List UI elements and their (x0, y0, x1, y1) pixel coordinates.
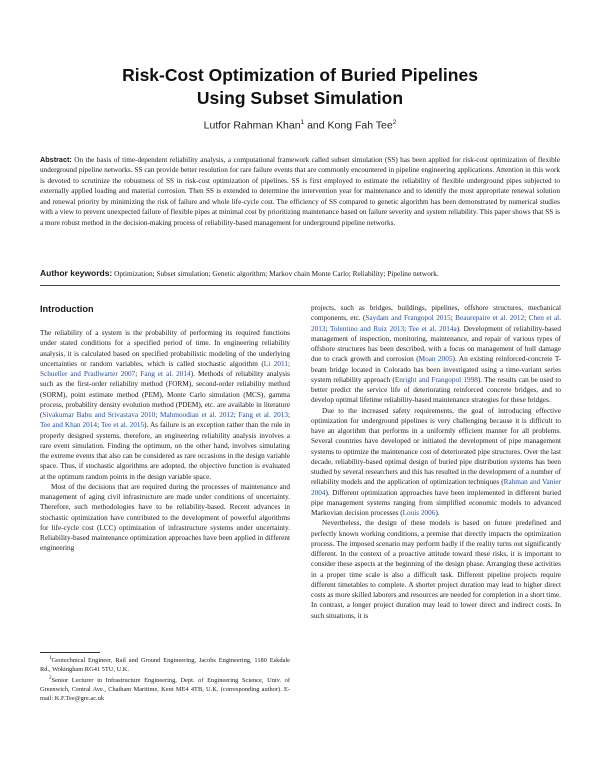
keywords-label: Author keywords: (40, 268, 113, 278)
text-run: ). The results can be used to better predict the service life of deteriorating reinforced concrete bridges, and to develop optimal lifetime reliability-based maintenance strategies for these bridges. (311, 375, 561, 405)
right-paragraph-2 (311, 406, 561, 519)
abstract (40, 155, 560, 228)
text-run: The reliability of a system is the probability of performing its required functions under stated conditions for a specified period of time. In engineering reliability analysis, it is calculated based on specified probabilistic modeling of the underlying uncertainties or random variables, which is called stochastic algorithm ( (40, 329, 290, 368)
citation-link[interactable]: Tee et al. 2014a (408, 324, 457, 333)
text-run: ; (404, 324, 409, 333)
left-column (40, 304, 290, 554)
right-paragraph-1 (311, 303, 561, 406)
keywords-text: Optimization; Subset simulation; Genetic algorithm; Markov chain Monte Carlo; Reliability; Pipeline network. (112, 269, 439, 278)
citation-link[interactable]: Moan 2005 (418, 355, 453, 364)
text-run: ; (287, 359, 290, 368)
right-paragraph-3: Nevertheless, the design of these models is based on future predefined and perfectly known working conditions, a premise that directly impacts the optimization process. The imposed scenario may perform badly if the reality turns out significantly different. In the context of a proactive attitude toward these risks, it is important to consider these aspects at the beginning of the design phase. Arranging these activities in a proper time scale is also a difficult task. Different pipeline projects require different timetables to complete. A shorter project duration may lead to higher direct costs as more skilled laborers and resources are needed for completion in a short time. In contrast, a longer project duration may lead to lower direct and indirect costs. In such situations, it is (311, 519, 561, 620)
abstract-text: On the basis of time-dependent reliability analysis, a computational framework called subset simulation (SS) has been applied for risk-cost optimization of flexible underground pipeline networks. SS can provide better resolution for rare failure events that are commonly encountered in pipeline engineering applications. Attention in this work is devoted to scrutinize the robustness of SS in risk-cost optimization of pipelines. SS is first employed to estimate the reliability of flexible underground pipes subjected to externally applied loading and material corrosion. Then SS is extended to determine the intervention year for maintenance and to identify the most appropriate renewal solution and renewal priority by minimizing the risk of failure and whole life-cycle cost. The efficiency of SS compared to genetic algorithm has been demonstrated by numerical studies with a view to prevent unexpected failure of flexible pipes at minimal cost by prioritizing maintenance based on failure severity and system reliability. This paper shows that SS is a more robust method in the decision-making process of reliability-based management for underground pipeline networks. (40, 156, 561, 227)
section-divider (40, 285, 560, 286)
text-run: ; (524, 314, 529, 323)
text-run: ; (97, 421, 101, 430)
abstract-label: Abstract: (40, 155, 72, 164)
citation-link[interactable]: Sivakumar Babu and Srivastava 2010 (42, 411, 156, 419)
text-run: ; (325, 324, 330, 333)
citation-link[interactable]: Chen et al. 2013 (311, 314, 562, 333)
citation-link[interactable]: Li 2011 (263, 359, 288, 368)
paper-title (0, 64, 600, 110)
text-run: ; (233, 411, 239, 419)
text-run: ; (450, 314, 456, 323)
author-2: Kong Fah Tee (327, 119, 393, 132)
citation-link[interactable]: Tee et al. 2015 (100, 421, 145, 430)
citation-link[interactable]: Tolentino and Ruiz 2013 (329, 324, 405, 333)
citation-link[interactable]: Saydam and Frangopol 2015 (365, 314, 451, 323)
footnote-2-text: Senior Lecturer in Infrastructure Engineering, Dept. of Engineering Science, Univ. of Greenwich, Central Ave., Chatham Maritime, Kent ME4 4TB, U.K. (corresponding author). E-mail: K.F.Tee@gre.ac.uk (40, 677, 290, 702)
text-run: ). Development of reliability-based management of inspection, monitoring, maintenance, and repair of various types of offshore structures has been described, with a focus on management of hull damage due to crack growth and corrosion ( (311, 324, 561, 364)
text-run: projects, such as bridges, buildings, pipelines, offshore structures, mechanical components, etc. ( (311, 304, 561, 323)
footnotes (40, 655, 290, 704)
citation-link[interactable]: Schueller and Pradlwarter 2007 (40, 370, 136, 378)
title-line-2: Using Subset Simulation (196, 88, 404, 108)
citation-link[interactable]: Mahmoodian et al. 2012 (160, 411, 234, 419)
footnote-2-mark: 2 (49, 676, 52, 682)
text-run: ). (435, 509, 440, 517)
author-1: Lutfor Rahman Khan (203, 119, 301, 132)
right-column (311, 303, 561, 621)
author-line (0, 119, 600, 132)
text-run: ). Different optimization approaches have been implemented in different buried pipe management systems ranging from simplified economic models to advanced Markovian decision processes ( (311, 488, 561, 517)
text-run: ). An existing reinforced-concrete T-beam bridge located in Colorado has been investigated using a time-variant series system reliability approach ( (311, 355, 561, 384)
intro-paragraph-2: Most of the decisions that are required during the processes of maintenance and management of aging civil infrastructure are made under conditions of uncertainty. Therefore, such methodologies have to be reliability-based. Recent advances in stochastic optimization have contributed to the development of powerful algorithms for life-cycle cost (LCC) optimization of infrastructure systems under uncertainty. Reliability-based maintenance optimization approaches have been applied in different engineering (40, 482, 290, 553)
citation-link[interactable]: Enright and Frangopol 1998 (394, 375, 478, 384)
author-2-affiliation-mark: 2 (392, 119, 397, 126)
citation-link[interactable]: Tee and Khan 2014 (40, 421, 98, 430)
citation-link[interactable]: Louis 2006 (402, 509, 436, 517)
footnote-divider (40, 652, 100, 653)
text-run: Due to the increased safety requirements, the goal of introducing effective optimization for underground pipelines is very challenging because it is difficult to have an algorithm that performs in a uniformly efficient manner for all problems. Several countries have developed or initiated the development of pipe management systems to optimize the maintenance cost of deteriorated pipe structures. Over the last decade, reliability-based optimal design of buried pipe distribution systems has been studied by several researchers and this has resulted in the development of a number of reliability models and the application of optimization techniques ( (311, 406, 561, 487)
author-joiner: and (304, 119, 328, 132)
text-run: ; (155, 411, 161, 419)
citation-link[interactable]: Rahman and Vanier 2004 (311, 478, 561, 497)
section-heading-introduction: Introduction (40, 304, 94, 314)
text-run: ). As failure is an exception rather than the rule in properly designed systems, therefore, an engineering reliability analysis involves a rare event simulation. Finding the optimum, on the other hand, involves simulating the extreme events that also can be considered as rare occasions in the design variable space. Thus, if stochastic algorithms are adopted, the objective function is evaluated at the optimum random points in the design variable space. (40, 421, 290, 481)
text-run: ; (288, 411, 291, 419)
citation-link[interactable]: Beaurepaire et al. 2012 (455, 314, 525, 323)
text-run: ). Methods of reliability analysis such as the first-order reliability method (FORM), second-order reliability method (SORM), point estimate method (PEM), Monte Carlo simulation (MCS), gamma process, probability density evolution method (PDEM), etc. are available in literature ( (40, 370, 290, 419)
footnote-1-text: Geotechnical Engineer, Rail and Ground Engineering, Jacobs Engineering, 1180 Eskdale Rd., Wokingham RG41 5TU, U.K. (40, 657, 290, 673)
author-1-affiliation-mark: 1 (300, 119, 305, 126)
footnote-1 (40, 655, 290, 674)
footnote-1-mark: 1 (49, 656, 52, 661)
intro-paragraph-1 (40, 328, 290, 482)
footnote-2 (40, 675, 290, 703)
title-line-1: Risk-Cost Optimization of Buried Pipelines (122, 65, 478, 85)
citation-link[interactable]: Fang et al. 2013 (238, 411, 288, 419)
citation-link[interactable]: Fang et al. 2014 (140, 370, 191, 378)
text-run: ; (135, 370, 141, 378)
author-keywords (40, 268, 560, 279)
